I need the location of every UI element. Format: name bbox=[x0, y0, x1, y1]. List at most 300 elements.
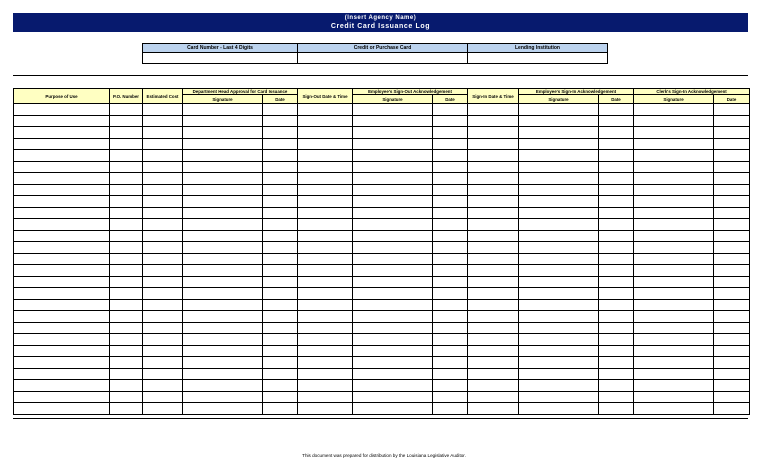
log-cell[interactable] bbox=[714, 150, 750, 162]
log-cell[interactable] bbox=[143, 138, 183, 150]
log-cell[interactable] bbox=[263, 184, 298, 196]
log-cell[interactable] bbox=[634, 242, 714, 254]
log-cell[interactable] bbox=[14, 391, 110, 403]
log-cell[interactable] bbox=[599, 161, 634, 173]
log-cell[interactable] bbox=[519, 311, 599, 323]
log-cell[interactable] bbox=[143, 368, 183, 380]
log-cell[interactable] bbox=[298, 403, 353, 415]
log-cell[interactable] bbox=[110, 288, 143, 300]
log-cell[interactable] bbox=[353, 265, 433, 277]
log-cell[interactable] bbox=[353, 334, 433, 346]
log-cell[interactable] bbox=[599, 196, 634, 208]
log-cell[interactable] bbox=[143, 196, 183, 208]
log-cell[interactable] bbox=[14, 150, 110, 162]
log-cell[interactable] bbox=[143, 299, 183, 311]
log-cell[interactable] bbox=[143, 150, 183, 162]
log-cell[interactable] bbox=[263, 311, 298, 323]
log-cell[interactable] bbox=[14, 311, 110, 323]
log-cell[interactable] bbox=[519, 391, 599, 403]
log-cell[interactable] bbox=[433, 115, 468, 127]
log-cell[interactable] bbox=[519, 322, 599, 334]
log-cell[interactable] bbox=[143, 311, 183, 323]
log-cell[interactable] bbox=[263, 207, 298, 219]
log-cell[interactable] bbox=[433, 161, 468, 173]
log-cell[interactable] bbox=[143, 253, 183, 265]
log-cell[interactable] bbox=[298, 265, 353, 277]
log-cell[interactable] bbox=[143, 276, 183, 288]
log-cell[interactable] bbox=[468, 184, 519, 196]
log-cell[interactable] bbox=[353, 138, 433, 150]
log-cell[interactable] bbox=[298, 276, 353, 288]
log-cell[interactable] bbox=[298, 288, 353, 300]
log-cell[interactable] bbox=[634, 345, 714, 357]
log-cell[interactable] bbox=[143, 334, 183, 346]
log-cell[interactable] bbox=[110, 322, 143, 334]
log-cell[interactable] bbox=[714, 311, 750, 323]
log-cell[interactable] bbox=[263, 196, 298, 208]
log-cell[interactable] bbox=[143, 391, 183, 403]
log-cell[interactable] bbox=[110, 173, 143, 185]
log-cell[interactable] bbox=[519, 242, 599, 254]
log-cell[interactable] bbox=[353, 368, 433, 380]
log-cell[interactable] bbox=[433, 219, 468, 231]
log-cell[interactable] bbox=[183, 265, 263, 277]
log-cell[interactable] bbox=[714, 196, 750, 208]
log-cell[interactable] bbox=[468, 138, 519, 150]
log-cell[interactable] bbox=[599, 276, 634, 288]
log-cell[interactable] bbox=[263, 253, 298, 265]
log-cell[interactable] bbox=[298, 345, 353, 357]
log-cell[interactable] bbox=[110, 403, 143, 415]
log-cell[interactable] bbox=[263, 380, 298, 392]
log-cell[interactable] bbox=[519, 184, 599, 196]
log-cell[interactable] bbox=[714, 322, 750, 334]
log-cell[interactable] bbox=[353, 403, 433, 415]
log-cell[interactable] bbox=[714, 265, 750, 277]
log-cell[interactable] bbox=[183, 345, 263, 357]
log-cell[interactable] bbox=[599, 368, 634, 380]
log-cell[interactable] bbox=[183, 380, 263, 392]
log-cell[interactable] bbox=[110, 127, 143, 139]
log-cell[interactable] bbox=[468, 115, 519, 127]
log-cell[interactable] bbox=[14, 242, 110, 254]
log-cell[interactable] bbox=[634, 138, 714, 150]
log-cell[interactable] bbox=[714, 391, 750, 403]
log-cell[interactable] bbox=[634, 253, 714, 265]
log-cell[interactable] bbox=[298, 207, 353, 219]
log-cell[interactable] bbox=[433, 345, 468, 357]
log-cell[interactable] bbox=[183, 161, 263, 173]
log-cell[interactable] bbox=[714, 288, 750, 300]
log-cell[interactable] bbox=[263, 299, 298, 311]
log-cell[interactable] bbox=[14, 207, 110, 219]
log-cell[interactable] bbox=[468, 368, 519, 380]
log-cell[interactable] bbox=[353, 311, 433, 323]
log-cell[interactable] bbox=[599, 334, 634, 346]
log-cell[interactable] bbox=[634, 173, 714, 185]
log-cell[interactable] bbox=[183, 104, 263, 116]
log-cell[interactable] bbox=[353, 127, 433, 139]
log-cell[interactable] bbox=[634, 311, 714, 323]
log-cell[interactable] bbox=[468, 276, 519, 288]
log-cell[interactable] bbox=[599, 219, 634, 231]
log-cell[interactable] bbox=[599, 357, 634, 369]
log-cell[interactable] bbox=[468, 196, 519, 208]
log-cell[interactable] bbox=[433, 311, 468, 323]
log-cell[interactable] bbox=[263, 276, 298, 288]
log-cell[interactable] bbox=[714, 380, 750, 392]
log-cell[interactable] bbox=[519, 230, 599, 242]
log-cell[interactable] bbox=[519, 115, 599, 127]
log-cell[interactable] bbox=[14, 161, 110, 173]
log-cell[interactable] bbox=[183, 403, 263, 415]
log-cell[interactable] bbox=[433, 334, 468, 346]
card-type-field[interactable] bbox=[298, 53, 468, 64]
log-cell[interactable] bbox=[14, 380, 110, 392]
log-cell[interactable] bbox=[14, 265, 110, 277]
log-cell[interactable] bbox=[468, 230, 519, 242]
log-cell[interactable] bbox=[433, 322, 468, 334]
log-cell[interactable] bbox=[298, 173, 353, 185]
log-cell[interactable] bbox=[183, 242, 263, 254]
log-cell[interactable] bbox=[634, 391, 714, 403]
log-cell[interactable] bbox=[14, 127, 110, 139]
log-cell[interactable] bbox=[714, 345, 750, 357]
log-cell[interactable] bbox=[599, 391, 634, 403]
log-cell[interactable] bbox=[183, 207, 263, 219]
log-cell[interactable] bbox=[183, 219, 263, 231]
log-cell[interactable] bbox=[183, 127, 263, 139]
log-cell[interactable] bbox=[183, 276, 263, 288]
log-cell[interactable] bbox=[634, 196, 714, 208]
log-cell[interactable] bbox=[183, 138, 263, 150]
log-cell[interactable] bbox=[353, 253, 433, 265]
log-cell[interactable] bbox=[468, 334, 519, 346]
log-cell[interactable] bbox=[298, 311, 353, 323]
log-cell[interactable] bbox=[714, 104, 750, 116]
log-cell[interactable] bbox=[263, 403, 298, 415]
log-cell[interactable] bbox=[14, 173, 110, 185]
log-cell[interactable] bbox=[353, 288, 433, 300]
log-cell[interactable] bbox=[634, 161, 714, 173]
log-cell[interactable] bbox=[353, 115, 433, 127]
log-cell[interactable] bbox=[433, 150, 468, 162]
log-cell[interactable] bbox=[110, 184, 143, 196]
log-cell[interactable] bbox=[298, 368, 353, 380]
log-cell[interactable] bbox=[519, 368, 599, 380]
log-cell[interactable] bbox=[110, 345, 143, 357]
log-cell[interactable] bbox=[110, 391, 143, 403]
log-cell[interactable] bbox=[183, 173, 263, 185]
log-cell[interactable] bbox=[714, 207, 750, 219]
log-cell[interactable] bbox=[433, 276, 468, 288]
log-cell[interactable] bbox=[298, 242, 353, 254]
log-cell[interactable] bbox=[110, 265, 143, 277]
log-cell[interactable] bbox=[298, 161, 353, 173]
log-cell[interactable] bbox=[634, 219, 714, 231]
log-cell[interactable] bbox=[14, 184, 110, 196]
log-cell[interactable] bbox=[298, 104, 353, 116]
log-cell[interactable] bbox=[110, 380, 143, 392]
log-cell[interactable] bbox=[714, 161, 750, 173]
log-cell[interactable] bbox=[14, 357, 110, 369]
log-cell[interactable] bbox=[298, 219, 353, 231]
log-cell[interactable] bbox=[468, 311, 519, 323]
log-cell[interactable] bbox=[263, 161, 298, 173]
log-cell[interactable] bbox=[599, 207, 634, 219]
log-cell[interactable] bbox=[599, 127, 634, 139]
log-cell[interactable] bbox=[14, 288, 110, 300]
log-cell[interactable] bbox=[519, 104, 599, 116]
log-cell[interactable] bbox=[519, 161, 599, 173]
log-cell[interactable] bbox=[468, 265, 519, 277]
log-cell[interactable] bbox=[599, 403, 634, 415]
log-cell[interactable] bbox=[468, 391, 519, 403]
log-cell[interactable] bbox=[634, 299, 714, 311]
log-cell[interactable] bbox=[634, 150, 714, 162]
log-cell[interactable] bbox=[599, 322, 634, 334]
log-cell[interactable] bbox=[519, 334, 599, 346]
lending-institution-field[interactable] bbox=[468, 53, 608, 64]
log-cell[interactable] bbox=[599, 288, 634, 300]
log-cell[interactable] bbox=[14, 276, 110, 288]
log-cell[interactable] bbox=[14, 403, 110, 415]
log-cell[interactable] bbox=[433, 127, 468, 139]
log-cell[interactable] bbox=[183, 115, 263, 127]
log-cell[interactable] bbox=[599, 173, 634, 185]
log-cell[interactable] bbox=[714, 403, 750, 415]
log-cell[interactable] bbox=[14, 104, 110, 116]
log-cell[interactable] bbox=[143, 173, 183, 185]
log-cell[interactable] bbox=[110, 150, 143, 162]
log-cell[interactable] bbox=[110, 138, 143, 150]
log-cell[interactable] bbox=[433, 265, 468, 277]
log-cell[interactable] bbox=[519, 380, 599, 392]
log-cell[interactable] bbox=[298, 138, 353, 150]
log-cell[interactable] bbox=[353, 380, 433, 392]
log-cell[interactable] bbox=[143, 207, 183, 219]
log-cell[interactable] bbox=[714, 357, 750, 369]
log-cell[interactable] bbox=[263, 230, 298, 242]
log-cell[interactable] bbox=[110, 104, 143, 116]
log-cell[interactable] bbox=[353, 173, 433, 185]
log-cell[interactable] bbox=[353, 230, 433, 242]
log-cell[interactable] bbox=[519, 196, 599, 208]
log-cell[interactable] bbox=[263, 219, 298, 231]
log-cell[interactable] bbox=[263, 334, 298, 346]
log-cell[interactable] bbox=[519, 207, 599, 219]
log-cell[interactable] bbox=[599, 230, 634, 242]
log-cell[interactable] bbox=[263, 391, 298, 403]
log-cell[interactable] bbox=[298, 230, 353, 242]
log-cell[interactable] bbox=[298, 334, 353, 346]
log-cell[interactable] bbox=[110, 276, 143, 288]
log-cell[interactable] bbox=[468, 299, 519, 311]
log-cell[interactable] bbox=[353, 357, 433, 369]
log-cell[interactable] bbox=[468, 127, 519, 139]
log-cell[interactable] bbox=[519, 357, 599, 369]
log-cell[interactable] bbox=[298, 184, 353, 196]
log-cell[interactable] bbox=[353, 322, 433, 334]
log-cell[interactable] bbox=[143, 403, 183, 415]
log-cell[interactable] bbox=[519, 150, 599, 162]
log-cell[interactable] bbox=[143, 345, 183, 357]
log-cell[interactable] bbox=[433, 138, 468, 150]
log-cell[interactable] bbox=[110, 334, 143, 346]
log-cell[interactable] bbox=[183, 299, 263, 311]
log-cell[interactable] bbox=[599, 299, 634, 311]
log-cell[interactable] bbox=[183, 334, 263, 346]
log-cell[interactable] bbox=[298, 391, 353, 403]
log-cell[interactable] bbox=[353, 242, 433, 254]
log-cell[interactable] bbox=[519, 265, 599, 277]
log-cell[interactable] bbox=[519, 345, 599, 357]
log-cell[interactable] bbox=[599, 242, 634, 254]
log-cell[interactable] bbox=[599, 253, 634, 265]
log-cell[interactable] bbox=[433, 230, 468, 242]
log-cell[interactable] bbox=[110, 230, 143, 242]
log-cell[interactable] bbox=[433, 380, 468, 392]
log-cell[interactable] bbox=[353, 150, 433, 162]
log-cell[interactable] bbox=[143, 127, 183, 139]
log-cell[interactable] bbox=[183, 288, 263, 300]
log-cell[interactable] bbox=[468, 104, 519, 116]
log-cell[interactable] bbox=[634, 104, 714, 116]
log-cell[interactable] bbox=[14, 253, 110, 265]
log-cell[interactable] bbox=[183, 322, 263, 334]
log-cell[interactable] bbox=[519, 138, 599, 150]
log-cell[interactable] bbox=[433, 104, 468, 116]
log-cell[interactable] bbox=[433, 391, 468, 403]
log-cell[interactable] bbox=[519, 403, 599, 415]
log-cell[interactable] bbox=[519, 276, 599, 288]
log-cell[interactable] bbox=[519, 253, 599, 265]
log-cell[interactable] bbox=[634, 288, 714, 300]
log-cell[interactable] bbox=[183, 253, 263, 265]
log-cell[interactable] bbox=[14, 115, 110, 127]
log-cell[interactable] bbox=[714, 276, 750, 288]
log-cell[interactable] bbox=[714, 184, 750, 196]
log-cell[interactable] bbox=[433, 242, 468, 254]
log-cell[interactable] bbox=[468, 207, 519, 219]
log-cell[interactable] bbox=[263, 368, 298, 380]
log-cell[interactable] bbox=[110, 196, 143, 208]
log-cell[interactable] bbox=[468, 322, 519, 334]
log-cell[interactable] bbox=[298, 150, 353, 162]
log-cell[interactable] bbox=[263, 242, 298, 254]
log-cell[interactable] bbox=[14, 345, 110, 357]
log-cell[interactable] bbox=[353, 207, 433, 219]
log-cell[interactable] bbox=[110, 368, 143, 380]
log-cell[interactable] bbox=[263, 345, 298, 357]
log-cell[interactable] bbox=[353, 196, 433, 208]
log-cell[interactable] bbox=[433, 357, 468, 369]
log-cell[interactable] bbox=[298, 322, 353, 334]
log-cell[interactable] bbox=[468, 380, 519, 392]
log-cell[interactable] bbox=[634, 380, 714, 392]
log-cell[interactable] bbox=[714, 173, 750, 185]
log-cell[interactable] bbox=[433, 299, 468, 311]
log-cell[interactable] bbox=[433, 207, 468, 219]
log-cell[interactable] bbox=[263, 265, 298, 277]
log-cell[interactable] bbox=[714, 138, 750, 150]
log-cell[interactable] bbox=[634, 334, 714, 346]
log-cell[interactable] bbox=[183, 196, 263, 208]
log-cell[interactable] bbox=[143, 184, 183, 196]
log-cell[interactable] bbox=[433, 184, 468, 196]
log-cell[interactable] bbox=[110, 253, 143, 265]
log-cell[interactable] bbox=[714, 368, 750, 380]
log-cell[interactable] bbox=[263, 322, 298, 334]
log-cell[interactable] bbox=[353, 219, 433, 231]
log-cell[interactable] bbox=[714, 230, 750, 242]
log-cell[interactable] bbox=[468, 345, 519, 357]
log-cell[interactable] bbox=[143, 219, 183, 231]
log-cell[interactable] bbox=[183, 230, 263, 242]
log-cell[interactable] bbox=[143, 242, 183, 254]
log-cell[interactable] bbox=[298, 357, 353, 369]
log-cell[interactable] bbox=[468, 242, 519, 254]
log-cell[interactable] bbox=[143, 265, 183, 277]
log-cell[interactable] bbox=[519, 219, 599, 231]
log-cell[interactable] bbox=[263, 138, 298, 150]
log-cell[interactable] bbox=[14, 334, 110, 346]
log-cell[interactable] bbox=[14, 196, 110, 208]
log-cell[interactable] bbox=[468, 253, 519, 265]
log-cell[interactable] bbox=[599, 104, 634, 116]
log-cell[interactable] bbox=[183, 311, 263, 323]
log-cell[interactable] bbox=[599, 311, 634, 323]
log-cell[interactable] bbox=[110, 161, 143, 173]
log-cell[interactable] bbox=[433, 288, 468, 300]
log-cell[interactable] bbox=[599, 265, 634, 277]
log-cell[interactable] bbox=[183, 357, 263, 369]
log-cell[interactable] bbox=[143, 357, 183, 369]
log-cell[interactable] bbox=[714, 253, 750, 265]
log-cell[interactable] bbox=[14, 299, 110, 311]
log-cell[interactable] bbox=[183, 184, 263, 196]
log-cell[interactable] bbox=[263, 150, 298, 162]
log-cell[interactable] bbox=[634, 207, 714, 219]
log-cell[interactable] bbox=[143, 380, 183, 392]
log-cell[interactable] bbox=[353, 299, 433, 311]
log-cell[interactable] bbox=[298, 115, 353, 127]
log-cell[interactable] bbox=[263, 104, 298, 116]
log-cell[interactable] bbox=[634, 368, 714, 380]
log-cell[interactable] bbox=[714, 127, 750, 139]
log-cell[interactable] bbox=[433, 173, 468, 185]
log-cell[interactable] bbox=[634, 276, 714, 288]
log-cell[interactable] bbox=[519, 288, 599, 300]
log-cell[interactable] bbox=[183, 150, 263, 162]
log-cell[interactable] bbox=[143, 288, 183, 300]
log-cell[interactable] bbox=[519, 127, 599, 139]
log-cell[interactable] bbox=[14, 230, 110, 242]
log-cell[interactable] bbox=[353, 161, 433, 173]
log-cell[interactable] bbox=[110, 311, 143, 323]
log-cell[interactable] bbox=[634, 357, 714, 369]
log-cell[interactable] bbox=[298, 253, 353, 265]
log-cell[interactable] bbox=[263, 288, 298, 300]
log-cell[interactable] bbox=[298, 380, 353, 392]
log-cell[interactable] bbox=[14, 368, 110, 380]
log-cell[interactable] bbox=[353, 184, 433, 196]
log-cell[interactable] bbox=[263, 115, 298, 127]
log-cell[interactable] bbox=[433, 253, 468, 265]
log-cell[interactable] bbox=[433, 403, 468, 415]
log-cell[interactable] bbox=[468, 173, 519, 185]
log-cell[interactable] bbox=[143, 115, 183, 127]
